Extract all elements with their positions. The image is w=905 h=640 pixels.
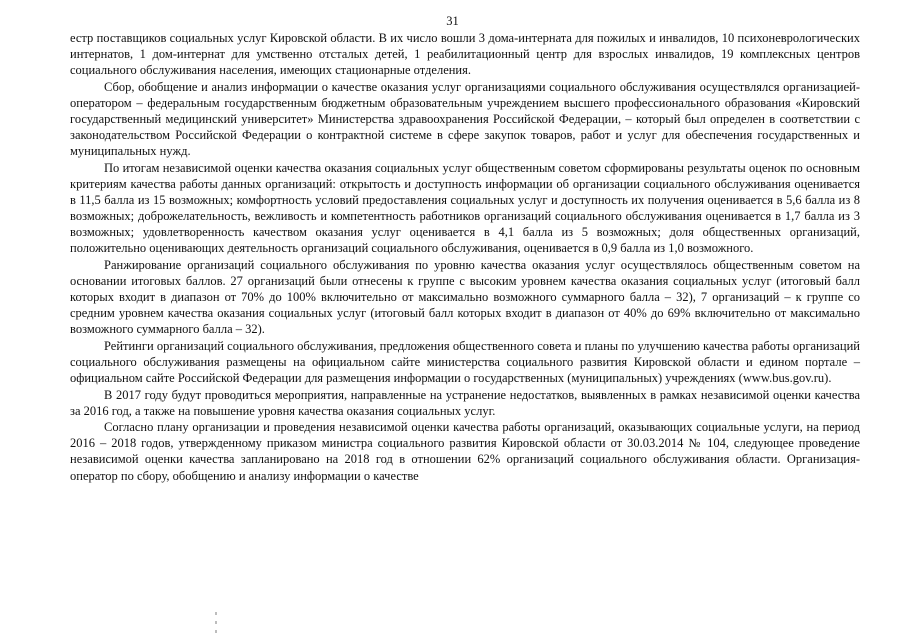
- paragraph-registry-continuation: естр поставщиков социальных услуг Кировской области. В их число вошли 3 дома-интерната для пожилых и инвалидов, 10 психоневрологических интернатов, 1 дом-интернат для умственно отсталых детей, 1 реабилитационный центр для взрослых инвалидов, 19 комплексных центров социального обслуживания населения, имеющих стационарные отделения.: [70, 31, 860, 78]
- paragraph-ratings-publication: Рейтинги организаций социального обслуживания, предложения общественного совета и планы по улучшению качества работы организаций социального обслуживания размещены на официальном сайте министерства социального развития Кировской области и едином портале – официальном сайте Российской Федерации для размещения информации о государственных (муниципальных) учреждениях (www.bus.gov.ru).: [70, 338, 860, 385]
- paragraph-evaluation-plan: Согласно плану организации и проведения независимой оценки качества работы организаций, оказывающих социальные услуги, на период 2016 – 2018 годов, утвержденному приказом министра социального развития Кировской области от 30.03.2014 № 104, следующее проведение независимой оценки качества запланировано на 2018 год в отношении 62% организаций социального обслуживания области. Организация-оператор по сбору, обобщению и анализу информации о качестве: [70, 420, 860, 483]
- paragraph-data-collection: Сбор, обобщение и анализ информации о качестве оказания услуг организациями социального обслуживания осуществлялся организацией-оператором – федеральным государственным бюджетным образовательным учреждением высшего профессионального образования «Кировский государственный медицинский университет» Министерства здравоохранения Российской Федерации, – который был определен в соответствии с законодательством Российской Федерации о контрактной системе в сфере закупок товаров, работ и услуг для обеспечения государственных и муниципальных нужд.: [70, 79, 860, 159]
- scan-artifact: [215, 612, 217, 634]
- paragraph-2017-measures: В 2017 году будут проводиться мероприятия, направленные на устранение недостатков, выявленных в рамках независимой оценки качества за 2016 год, а также на повышение уровня качества оказания социальных услуг.: [70, 387, 860, 418]
- paragraph-ranking: Ранжирование организаций социального обслуживания по уровню качества оказания услуг осуществлялось общественным советом на основании итоговых баллов. 27 организаций были отнесены к группе с высоким уровнем качества оказания социальных услуг (итоговый балл которых входит в диапазон от 70% до 100% включительно от максимально возможного суммарного балла – 32), 7 организаций – к группе со средним уровнем качества оказания социальных услуг (итоговый балл которых входит в диапазон от 40% до 69% включительно от максимально возможного суммарного балла – 32).: [70, 257, 860, 337]
- document-body: [70, 30, 860, 484]
- page-number: 31: [446, 14, 459, 28]
- paragraph-evaluation-results: По итогам независимой оценки качества оказания социальных услуг общественным советом сформированы результаты оценок по основным критериям качества работы данных организаций: открытость и доступность информации об организации социального обслуживания оценивается в 11,5 балла из 15 возможных; комфортность условий предоставления социальных услуг и доступность их получения оценивается в 5,6 балла из 8 возможных; доброжелательность, вежливость и компетентность работников организаций социального обслуживания оценивается в 1,7 балла из 3 возможных; удовлетворенность качеством оказания услуг оценивается в 4,1 балла из 5 возможных; доля общественных организаций, положительно оценивающих деятельность организаций социального обслуживания, оценивается в 0,9 балла из 1,0 возможного.: [70, 160, 860, 256]
